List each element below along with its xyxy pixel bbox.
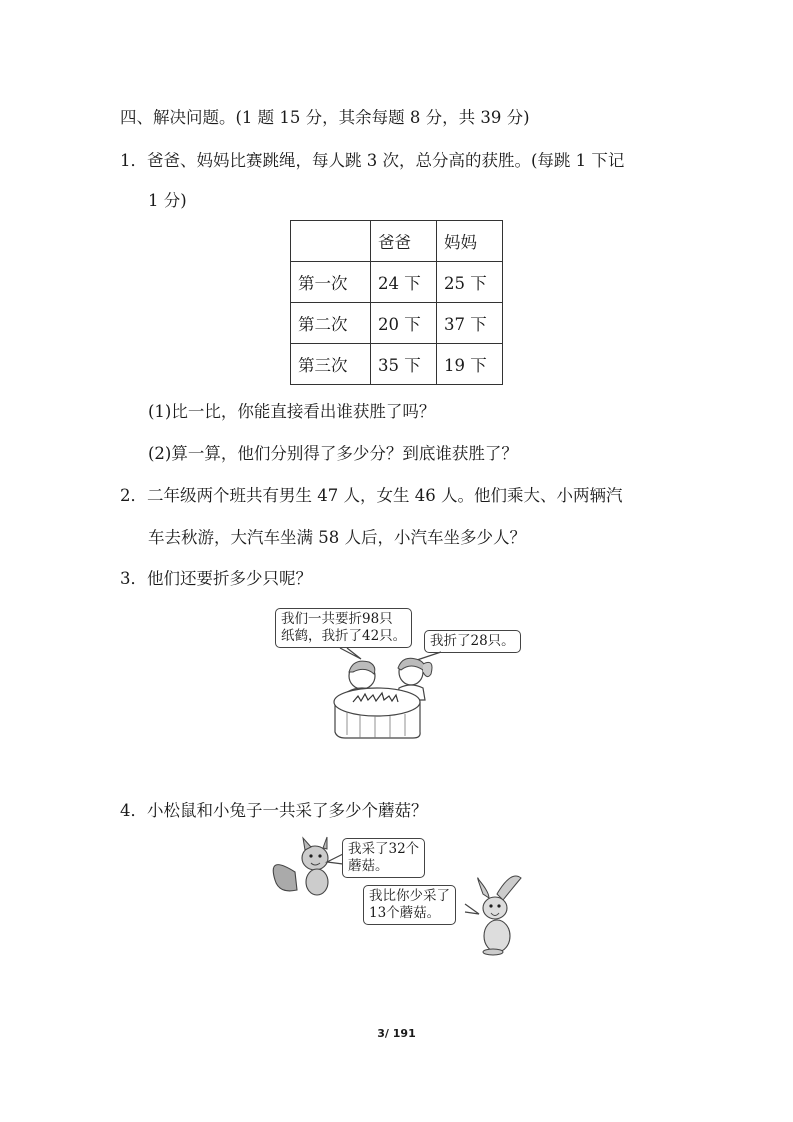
question-number: 4． — [120, 801, 147, 820]
table-cell: 25 下 — [437, 262, 503, 303]
jump-rope-score-table — [290, 220, 503, 385]
table-header-row — [291, 221, 503, 262]
question-4 — [120, 800, 428, 822]
question-text: 爸爸、妈妈比赛跳绳，每人跳 3 次，总分高的获胜。(每跳 1 下记 — [147, 151, 625, 170]
subquestion-2: (2)算一算，他们分别得了多少分？到底谁获胜了？ — [148, 444, 518, 463]
table-cell: 第一次 — [291, 262, 371, 303]
question-1-continued: 1 分) — [148, 191, 187, 210]
table-row — [291, 262, 503, 303]
speech-bubble-rabbit — [363, 885, 456, 925]
table-header-cell: 妈妈 — [437, 221, 503, 262]
table-cell: 35 下 — [371, 344, 437, 385]
bubble-line: 13个蘑菇。 — [369, 905, 441, 921]
bubble-line: 纸鹤，我折了42只。 — [281, 628, 407, 644]
section-heading: 四、解决问题。(1 题 15 分，其余每题 8 分，共 39 分) — [120, 108, 530, 127]
table-cell: 第二次 — [291, 303, 371, 344]
question-number: 3． — [120, 569, 147, 588]
squirrel-icon — [273, 837, 328, 895]
page-number: 3/ 191 — [377, 1027, 416, 1040]
speech-bubble-girl: 我折了28只。 — [424, 630, 521, 653]
table-cell: 第三次 — [291, 344, 371, 385]
question-1 — [120, 150, 624, 172]
subquestion-1: (1)比一比，你能直接看出谁获胜了吗？ — [148, 402, 436, 421]
table-row — [291, 344, 503, 385]
table-header-cell: 爸爸 — [371, 221, 437, 262]
question-2 — [120, 485, 622, 507]
bubble-line: 我比你少采了 — [369, 888, 450, 904]
question-2-continued: 车去秋游，大汽车坐满 58 人后，小汽车坐多少人？ — [148, 528, 526, 547]
bubble-line: 我们一共要折98只 — [281, 611, 393, 627]
table-row — [291, 303, 503, 344]
question-3 — [120, 568, 312, 590]
bubble-line: 蘑菇。 — [348, 858, 389, 874]
question-number: 2． — [120, 486, 147, 505]
question-text: 二年级两个班共有男生 47 人，女生 46 人。他们乘大、小两辆汽 — [147, 486, 623, 505]
children-folding-cranes-illustration — [265, 640, 535, 750]
table-cell: 37 下 — [437, 303, 503, 344]
rabbit-icon — [478, 876, 521, 955]
table-header-cell — [291, 221, 371, 262]
table-cell: 24 下 — [371, 262, 437, 303]
table-cell: 19 下 — [437, 344, 503, 385]
question-number: 1． — [120, 151, 147, 170]
question-text: 小松鼠和小兔子一共采了多少个蘑菇？ — [147, 801, 428, 820]
question-text: 他们还要折多少只呢？ — [147, 569, 312, 588]
speech-bubble-squirrel — [342, 838, 425, 878]
table-cell: 20 下 — [371, 303, 437, 344]
round-table-icon — [334, 688, 420, 738]
bubble-line: 我采了32个 — [348, 841, 420, 857]
